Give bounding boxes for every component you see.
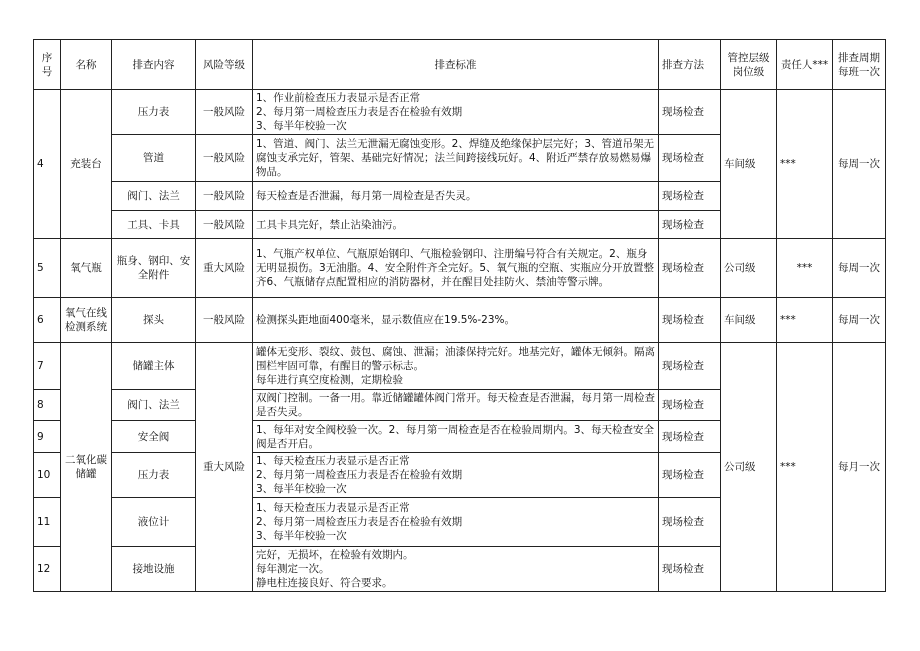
inspection-item: 压力表 [112, 453, 196, 498]
inspection-method: 现场检查 [659, 547, 721, 592]
equipment-name: 氧气在线检测系统 [61, 298, 112, 343]
header-method: 排查方法 [659, 40, 721, 90]
table-row [34, 298, 886, 343]
control-level: 车间级 [721, 90, 777, 239]
responsible-person: *** [777, 90, 833, 239]
row-number: 8 [34, 390, 61, 421]
risk-level: 一般风险 [196, 182, 253, 211]
risk-level: 重大风险 [196, 239, 253, 298]
row-number: 12 [34, 547, 61, 592]
inspection-cycle: 每月一次 [833, 343, 886, 592]
inspection-standard [253, 498, 659, 547]
standard-line: 工具卡具完好，禁止沾染油污。 [256, 218, 403, 231]
risk-level: 一般风险 [196, 211, 253, 239]
inspection-standard [253, 135, 659, 182]
standard-line: 每年测定一次。 [256, 563, 330, 575]
inspection-method: 现场检查 [659, 498, 721, 547]
inspection-standard [253, 547, 659, 592]
inspection-method: 现场检查 [659, 298, 721, 343]
inspection-table [33, 39, 886, 592]
row-number: 7 [34, 343, 61, 390]
table-row [34, 343, 886, 390]
responsible-person: *** [777, 343, 833, 592]
header-person: 责任人*** [777, 40, 833, 90]
standard-line: 双阀门控制。一备一用。靠近储罐罐体阀门常开。每天检查是否泄漏，每月第一周检查是否失灵。 [256, 392, 655, 418]
header-standard: 排查标准 [253, 40, 659, 90]
row-number: 9 [34, 421, 61, 453]
responsible-person: *** [777, 239, 833, 298]
inspection-standard [253, 211, 659, 239]
responsible-person: *** [777, 298, 833, 343]
header-item: 排查内容 [112, 40, 196, 90]
risk-level: 一般风险 [196, 90, 253, 135]
header-cycle: 排查周期每班一次 [833, 40, 886, 90]
control-level: 公司级 [721, 239, 777, 298]
header-risk: 风险等级 [196, 40, 253, 90]
standard-line: 检测探头距地面400毫米，显示数值应在19.5%-23%。 [256, 314, 516, 326]
inspection-method: 现场检查 [659, 343, 721, 390]
inspection-standard [253, 239, 659, 298]
inspection-standard [253, 90, 659, 135]
inspection-method: 现场检查 [659, 182, 721, 211]
standard-line: 1、作业前检查压力表显示是否正常 [256, 92, 421, 104]
row-number: 5 [34, 239, 61, 298]
inspection-standard [253, 390, 659, 421]
standard-line: 2、每月第一周检查压力表是否在检验有效期 [256, 469, 463, 481]
inspection-cycle: 每周一次 [833, 239, 886, 298]
inspection-item: 探头 [112, 298, 196, 343]
inspection-method: 现场检查 [659, 211, 721, 239]
inspection-item: 安全阀 [112, 421, 196, 453]
row-number: 6 [34, 298, 61, 343]
standard-line: 3、每半年校验一次 [256, 120, 347, 132]
inspection-item: 瓶身、钢印、安全附件 [112, 239, 196, 298]
header-name: 名称 [61, 40, 112, 90]
inspection-item: 压力表 [112, 90, 196, 135]
inspection-item: 工具、卡具 [112, 211, 196, 239]
inspection-standard [253, 453, 659, 498]
table-row [34, 90, 886, 135]
inspection-standard [253, 421, 659, 453]
standard-line: 罐体无变形、裂纹、鼓包、腐蚀、泄漏；油漆保持完好。地基完好，罐体无倾斜。隔离围栏牢固可靠，有醒目的警示标志。 [256, 346, 655, 372]
inspection-standard [253, 182, 659, 211]
inspection-standard [253, 298, 659, 343]
header-no: 序号 [34, 40, 61, 90]
standard-line: 静电柱连接良好、符合要求。 [256, 577, 393, 589]
inspection-method: 现场检查 [659, 90, 721, 135]
inspection-item: 接地设施 [112, 547, 196, 592]
standard-line: 2、每月第一周检查压力表是否在检验有效期 [256, 106, 463, 118]
control-level: 公司级 [721, 343, 777, 592]
risk-level: 一般风险 [196, 298, 253, 343]
standard-line: 3、每半年校验一次 [256, 530, 347, 542]
inspection-method: 现场检查 [659, 453, 721, 498]
inspection-cycle: 每周一次 [833, 90, 886, 239]
inspection-method: 现场检查 [659, 135, 721, 182]
inspection-method: 现场检查 [659, 390, 721, 421]
control-level: 车间级 [721, 298, 777, 343]
inspection-method: 现场检查 [659, 421, 721, 453]
equipment-name: 二氧化碳储罐 [61, 343, 112, 592]
inspection-item: 储罐主体 [112, 343, 196, 390]
inspection-item: 液位计 [112, 498, 196, 547]
inspection-cycle: 每周一次 [833, 298, 886, 343]
standard-line: 1、气瓶产权单位、气瓶原始钢印、气瓶检验钢印、注册编号符合有关规定。2、瓶身无明显损伤。3无油脂。4、安全附件齐全完好。5、氧气瓶的空瓶、实瓶应分开放置整齐6、气瓶储存点配置相应的消防器材，并在醒目处挂防火、禁油等警示牌。 [256, 248, 655, 288]
row-number: 10 [34, 453, 61, 498]
row-number: 11 [34, 498, 61, 547]
risk-level: 重大风险 [196, 343, 253, 592]
equipment-name: 充装台 [61, 90, 112, 239]
standard-line: 1、每天检查压力表显示是否正常 [256, 455, 410, 467]
inspection-item: 阀门、法兰 [112, 390, 196, 421]
header-row [34, 40, 886, 90]
standard-line: 1、每天检查压力表显示是否正常 [256, 502, 410, 514]
inspection-item: 管道 [112, 135, 196, 182]
inspection-method: 现场检查 [659, 239, 721, 298]
header-level: 管控层级岗位级 [721, 40, 777, 90]
risk-level: 一般风险 [196, 135, 253, 182]
standard-line: 完好，无损坏，在检验有效期内。 [256, 549, 414, 561]
standard-line: 每天检查是否泄漏，每月第一周检查是否失灵。 [256, 190, 477, 202]
inspection-item: 阀门、法兰 [112, 182, 196, 211]
standard-line: 1、管道、阀门、法兰无泄漏无腐蚀变形。2、焊缝及绝缘保护层完好；3、管道吊架无腐蚀支承完好，管架、基础完好情况；法兰间跨接线玩好。4、附近严禁存放易燃易爆物品。 [256, 138, 655, 178]
inspection-standard [253, 343, 659, 390]
row-number: 4 [34, 90, 61, 239]
standard-line: 3、每半年校验一次 [256, 483, 347, 495]
table-row [34, 239, 886, 298]
standard-line: 每年进行真空度检测，定期检验 [256, 374, 403, 386]
standard-line: 2、每月第一周检查压力表是否在检验有效期 [256, 516, 463, 528]
standard-line: 1、每年对安全阀校验一次。2、每月第一周检查是否在检验周期内。3、每天检查安全阀是否开启。 [256, 423, 655, 450]
equipment-name: 氧气瓶 [61, 239, 112, 298]
